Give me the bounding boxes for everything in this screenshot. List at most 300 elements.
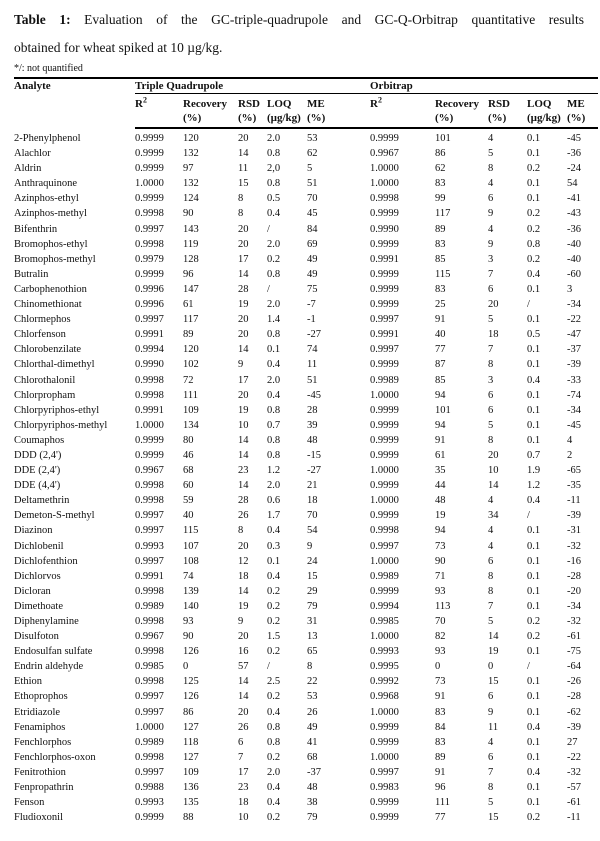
table-row [14,750,598,765]
cell-tq-r2: 0.9993 [135,797,164,809]
cell-orb-r2: 0.9968 [370,691,399,703]
cell-orb-rsd: 8 [488,359,494,371]
cell-tq-me: 28 [307,404,318,416]
cell-tq-recovery: 90 [183,631,194,643]
col-unit-tq-3: (µg/kg) [267,112,307,128]
cell-tq-rsd: 20 [238,238,249,250]
cell-orb-me: -45 [567,419,581,431]
cell-orb-rsd: 11 [488,721,499,733]
cell-tq-recovery: 40 [183,510,194,522]
cell-tq-rsd: 19 [238,600,249,612]
cell-tq-me: 51 [307,374,318,386]
cell-tq-loq: 0.3 [267,540,281,552]
cell-orb-recovery: 73 [435,676,446,688]
cell-orb-r2: 0.9999 [370,299,399,311]
cell-tq-loq: 1.4 [267,314,281,326]
cell-tq-r2: 0.9998 [135,389,164,401]
cell-orb-r2: 0.9991 [370,253,399,265]
cell-tq-rsd: 23 [238,782,249,794]
cell-tq-loq: 0.1 [267,344,281,356]
table-row [14,448,598,463]
cell-tq-me: 15 [307,570,318,582]
table-caption [14,6,584,62]
cell-orb-rsd: 15 [488,676,499,688]
cell-orb-rsd: 4 [488,495,494,507]
cell-tq-loq: 2.0 [267,374,281,386]
cell-tq-recovery: 127 [183,751,199,763]
col-unit-orb-4: (%) [567,112,598,128]
cell-tq-loq: / [267,223,270,235]
cell-tq-loq: 0.4 [267,389,281,401]
cell-tq-r2: 0.9998 [135,751,164,763]
table-row [14,780,598,795]
cell-orb-r2: 1.0000 [370,631,399,643]
analyte-name: Fenamiphos [14,721,66,733]
cell-tq-me: 31 [307,616,318,627]
col-label-orb-3: LOQ [527,98,552,110]
table-row [14,795,598,810]
cell-orb-me: -39 [567,510,581,522]
cell-tq-me: 74 [307,344,318,356]
cell-tq-recovery: 126 [183,691,199,703]
cell-tq-rsd: 11 [238,163,249,175]
cell-tq-r2: 0.9998 [135,495,164,507]
cell-tq-rsd: 14 [238,480,249,492]
cell-tq-me: 68 [307,751,318,763]
cell-orb-me: 2 [567,449,573,461]
cell-tq-me: 75 [307,283,318,295]
cell-tq-recovery: 128 [183,253,199,265]
cell-tq-recovery: 86 [183,706,194,718]
cell-tq-r2: 0.9999 [135,812,164,824]
cell-tq-recovery: 132 [183,178,199,190]
cell-orb-recovery: 71 [435,570,446,582]
cell-tq-r2: 0.9990 [135,359,164,371]
cell-tq-r2: 0.9991 [135,329,164,341]
cell-orb-rsd: 8 [488,570,494,582]
cell-tq-recovery: 118 [183,736,199,748]
cell-orb-recovery: 117 [435,208,451,220]
cell-tq-loq: 0.2 [267,585,281,597]
cell-orb-recovery: 87 [435,359,446,371]
cell-tq-r2: 0.9997 [135,223,164,235]
table-row [14,584,598,599]
cell-orb-loq: 0.2 [527,208,541,220]
table-row [14,523,598,538]
cell-orb-r2: 0.9998 [370,525,399,537]
cell-tq-loq: 2,0 [267,163,281,175]
cell-orb-me: -41 [567,193,581,205]
cell-tq-rsd: 8 [238,208,244,220]
cell-tq-r2: 0.9999 [135,193,164,205]
cell-orb-recovery: 77 [435,812,446,824]
cell-orb-r2: 1.0000 [370,178,399,190]
cell-tq-me: 62 [307,148,318,160]
cell-tq-loq: 2.5 [267,676,281,688]
cell-orb-me: -60 [567,268,581,280]
col-label-orb-0: $R^2$ [370,95,382,110]
cell-orb-rsd: 9 [488,238,494,250]
cell-orb-loq: 0.1 [527,706,541,718]
cell-tq-me: 21 [307,480,318,492]
cell-orb-loq: 0.1 [527,600,541,612]
cell-tq-recovery: 111 [183,389,198,401]
cell-tq-rsd: 20 [238,329,249,341]
cell-tq-rsd: 14 [238,676,249,688]
cell-tq-rsd: 23 [238,465,249,477]
cell-orb-rsd: 5 [488,616,494,627]
analyte-column-header: Analyte [14,78,135,128]
cell-tq-r2: 0.9998 [135,208,164,220]
cell-tq-me: 9 [307,540,313,552]
cell-tq-r2: 0.9999 [135,163,164,175]
cell-orb-recovery: 93 [435,646,446,658]
cell-orb-recovery: 91 [435,691,446,703]
cell-orb-rsd: 10 [488,465,499,477]
cell-tq-recovery: 61 [183,299,194,311]
analyte-name: Anthraquinone [14,178,77,190]
cell-orb-rsd: 5 [488,419,494,431]
cell-tq-r2: 0.9999 [135,148,164,160]
cell-tq-recovery: 108 [183,555,199,567]
cell-orb-rsd: 6 [488,193,494,205]
cell-orb-loq: 0.1 [527,736,541,748]
cell-tq-me: 69 [307,238,318,250]
cell-tq-r2: 0.9997 [135,555,164,567]
cell-tq-r2: 1.0000 [135,178,164,190]
analyte-name: Dichlobenil [14,540,64,552]
cell-orb-recovery: 94 [435,389,446,401]
cell-tq-loq: 1.5 [267,631,281,643]
cell-tq-rsd: 8 [238,525,244,537]
cell-orb-loq: 0.2 [527,616,541,627]
cell-orb-loq: / [527,661,530,673]
cell-tq-recovery: 143 [183,223,199,235]
cell-tq-rsd: 7 [238,751,244,763]
cell-tq-rsd: 20 [238,314,249,326]
cell-orb-r2: 0.9997 [370,314,399,326]
cell-tq-rsd: 14 [238,449,249,461]
cell-tq-r2: 0.9993 [135,540,164,552]
cell-orb-r2: 0.9983 [370,782,399,794]
cell-orb-loq: 0.1 [527,359,541,371]
cell-tq-loq: 0.4 [267,706,281,718]
cell-tq-me: 48 [307,782,318,794]
cell-orb-recovery: 89 [435,751,446,763]
cell-tq-loq: 2.0 [267,299,281,311]
table-row [14,705,598,720]
cell-tq-rsd: 18 [238,570,249,582]
cell-tq-r2: 0.9991 [135,570,164,582]
cell-tq-rsd: 10 [238,812,249,824]
cell-tq-r2: 0.9979 [135,253,164,265]
cell-tq-loq: 1.2 [267,465,281,477]
cell-orb-rsd: 4 [488,540,494,552]
cell-tq-loq: 2.0 [267,480,281,492]
cell-tq-recovery: 126 [183,646,199,658]
analyte-name: Coumaphos [14,434,65,446]
cell-orb-me: -28 [567,691,581,703]
cell-tq-recovery: 125 [183,676,199,688]
cell-tq-recovery: 59 [183,495,194,507]
table-row [14,267,598,282]
cell-orb-loq: 0.1 [527,419,541,431]
analyte-name: Fenchlorphos-oxon [14,751,96,763]
table-row [14,128,598,146]
cell-tq-me: 70 [307,193,318,205]
cell-tq-r2: 0.9989 [135,600,164,612]
analyte-name: Chlormephos [14,314,71,326]
cell-orb-rsd: 5 [488,148,494,160]
cell-orb-recovery: 83 [435,238,446,250]
analyte-name: Azinphos-ethyl [14,193,79,205]
cell-orb-r2: 0.9999 [370,419,399,431]
cell-tq-loq: / [267,283,270,295]
caption-line1 [14,6,584,34]
cell-orb-r2: 0.9985 [370,616,399,627]
cell-tq-loq: 0.8 [267,404,281,416]
cell-tq-loq: 0.1 [267,555,281,567]
col-unit-tq-1: (%) [183,112,238,128]
cell-tq-loq: 0.8 [267,268,281,280]
cell-orb-r2: 0.9999 [370,208,399,220]
cell-orb-recovery: 40 [435,329,446,341]
table-row [14,735,598,750]
table-row [14,569,598,584]
cell-tq-rsd: 20 [238,540,249,552]
cell-tq-rsd: 15 [238,178,249,190]
cell-orb-loq: 0.4 [527,721,541,733]
cell-orb-me: -32 [567,540,581,552]
cell-orb-loq: 0.1 [527,782,541,794]
table-row [14,418,598,433]
analyte-name: Aldrin [14,163,42,175]
cell-orb-rsd: 9 [488,208,494,220]
cell-tq-loq: 0.8 [267,736,281,748]
cell-tq-rsd: 9 [238,616,244,627]
analyte-name: Diazinon [14,525,53,537]
cell-orb-r2: 1.0000 [370,163,399,175]
cell-tq-recovery: 74 [183,570,194,582]
table-row [14,599,598,614]
cell-tq-r2: 0.9998 [135,676,164,688]
cell-orb-r2: 0.9995 [370,661,399,673]
cell-orb-rsd: 9 [488,706,494,718]
cell-orb-loq: 1.2 [527,480,541,492]
table-row [14,644,598,659]
cell-orb-me: -26 [567,676,581,688]
cell-orb-rsd: 20 [488,299,499,311]
analyte-name: Butralin [14,268,49,280]
cell-tq-loq: 0.4 [267,797,281,809]
table-row [14,659,598,674]
table-row [14,161,598,176]
cell-orb-r2: 1.0000 [370,555,399,567]
cell-orb-recovery: 91 [435,766,446,778]
cell-orb-rsd: 0 [488,661,494,673]
cell-orb-recovery: 44 [435,480,446,492]
cell-orb-recovery: 48 [435,495,446,507]
col-label-orb-4: ME [567,98,585,110]
cell-orb-loq: 0.2 [527,163,541,175]
cell-orb-r2: 0.9992 [370,676,399,688]
cell-orb-r2: 0.9999 [370,238,399,250]
col-label-tq-0: $R^2$ [135,95,147,110]
cell-tq-rsd: 12 [238,555,249,567]
cell-tq-r2: 0.9997 [135,510,164,522]
table-header [14,78,598,128]
cell-orb-me: -34 [567,404,581,416]
cell-orb-me: -20 [567,585,581,597]
cell-tq-recovery: 0 [183,661,189,673]
cell-orb-recovery: 101 [435,404,451,416]
cell-tq-recovery: 115 [183,525,199,537]
table-row [14,357,598,372]
cell-tq-rsd: 20 [238,223,249,235]
cell-orb-rsd: 5 [488,797,494,809]
cell-orb-rsd: 8 [488,585,494,597]
cell-tq-r2: 0.9994 [135,344,164,356]
cell-orb-loq: 0.4 [527,268,541,280]
cell-tq-recovery: 124 [183,193,199,205]
table-row [14,508,598,523]
cell-orb-rsd: 18 [488,329,499,341]
cell-orb-r2: 1.0000 [370,495,399,507]
cell-tq-r2: 0.9997 [135,766,164,778]
cell-tq-loq: 0.4 [267,359,281,371]
cell-orb-rsd: 7 [488,600,494,612]
cell-orb-recovery: 111 [435,797,450,809]
cell-orb-rsd: 3 [488,374,494,386]
cell-orb-recovery: 19 [435,510,446,522]
table-row [14,222,598,237]
cell-orb-me: -40 [567,238,581,250]
cell-tq-r2: 0.9999 [135,449,164,461]
cell-orb-recovery: 85 [435,374,446,386]
col-label-orb-2: RSD [488,98,511,110]
cell-orb-r2: 0.9989 [370,570,399,582]
cell-orb-recovery: 61 [435,449,446,461]
cell-orb-rsd: 7 [488,268,494,280]
cell-orb-loq: 0.1 [527,283,541,295]
cell-orb-recovery: 83 [435,706,446,718]
cell-orb-recovery: 89 [435,223,446,235]
cell-tq-loq: 2.0 [267,133,281,144]
cell-tq-loq: 0.8 [267,148,281,160]
col-unit-tq-4: (%) [307,112,370,128]
cell-tq-me: 54 [307,525,318,537]
cell-orb-rsd: 20 [488,449,499,461]
cell-tq-rsd: 14 [238,585,249,597]
cell-tq-recovery: 135 [183,797,199,809]
cell-tq-loq: 0.8 [267,434,281,446]
cell-orb-loq: 0.7 [527,449,541,461]
cell-orb-rsd: 3 [488,253,494,265]
cell-orb-loq: 0.1 [527,585,541,597]
cell-orb-me: 4 [567,434,573,446]
analyte-name: Fenson [14,797,45,809]
analyte-name: Deltamethrin [14,495,70,507]
cell-orb-me: -36 [567,148,581,160]
cell-tq-recovery: 109 [183,766,199,778]
cell-orb-r2: 0.9999 [370,283,399,295]
analyte-name: Ethion [14,676,42,688]
cell-orb-rsd: 6 [488,404,494,416]
cell-orb-me: -62 [567,706,581,718]
group-header-row [14,78,598,94]
cell-orb-me: -74 [567,389,581,401]
cell-tq-me: 13 [307,631,318,643]
cell-orb-r2: 0.9997 [370,766,399,778]
cell-orb-me: -11 [567,812,581,824]
cell-tq-r2: 0.9996 [135,283,164,295]
cell-orb-me: -11 [567,495,581,507]
cell-tq-r2: 0.9997 [135,525,164,537]
cell-orb-r2: 0.9993 [370,646,399,658]
cell-orb-r2: 0.9999 [370,449,399,461]
col-label-orb-1: Recovery [435,98,479,110]
cell-orb-recovery: 91 [435,434,446,446]
cell-orb-r2: 0.9999 [370,480,399,492]
cell-orb-loq: 0.5 [527,329,541,341]
cell-tq-r2: 0.9997 [135,314,164,326]
cell-orb-recovery: 83 [435,736,446,748]
cell-orb-me: -37 [567,344,581,356]
table-row [14,312,598,327]
analyte-name: Azinphos-methyl [14,208,87,220]
col-unit-tq-0 [135,112,183,128]
cell-orb-me: -36 [567,223,581,235]
cell-orb-rsd: 7 [488,766,494,778]
cell-tq-loq: 0.5 [267,193,281,205]
cell-tq-loq: 0.2 [267,600,281,612]
cell-orb-r2: 0.9989 [370,374,399,386]
cell-orb-me: -64 [567,661,581,673]
analyte-name: Chlorothalonil [14,374,76,386]
cell-orb-me: 3 [567,283,573,295]
cell-tq-rsd: 14 [238,434,249,446]
cell-orb-recovery: 84 [435,721,446,733]
cell-tq-loq: 1.7 [267,510,281,522]
cell-orb-r2: 0.9999 [370,721,399,733]
cell-tq-me: 38 [307,797,318,809]
table-row [14,539,598,554]
analyte-name: Diphenylamine [14,616,79,627]
cell-tq-me: 79 [307,600,318,612]
cell-orb-rsd: 14 [488,631,499,643]
cell-tq-me: 49 [307,721,318,733]
cell-orb-me: -43 [567,208,581,220]
cell-tq-me: -27 [307,329,321,341]
cell-orb-loq: 0.1 [527,570,541,582]
cell-orb-me: -35 [567,480,581,492]
cell-orb-recovery: 115 [435,268,451,280]
cell-tq-rsd: 28 [238,495,249,507]
cell-tq-me: -7 [307,299,316,311]
cell-orb-me: -65 [567,465,581,477]
cell-orb-loq: 0.1 [527,797,541,809]
cell-tq-loq: 2.0 [267,766,281,778]
cell-tq-recovery: 136 [183,782,199,794]
table-row [14,237,598,252]
cell-tq-me: -45 [307,389,321,401]
cell-tq-recovery: 68 [183,465,194,477]
cell-orb-recovery: 94 [435,419,446,431]
cell-orb-loq: 0.4 [527,374,541,386]
cell-tq-rsd: 17 [238,766,249,778]
col-label-tq-2: RSD [238,98,261,110]
cell-orb-recovery: 99 [435,193,446,205]
